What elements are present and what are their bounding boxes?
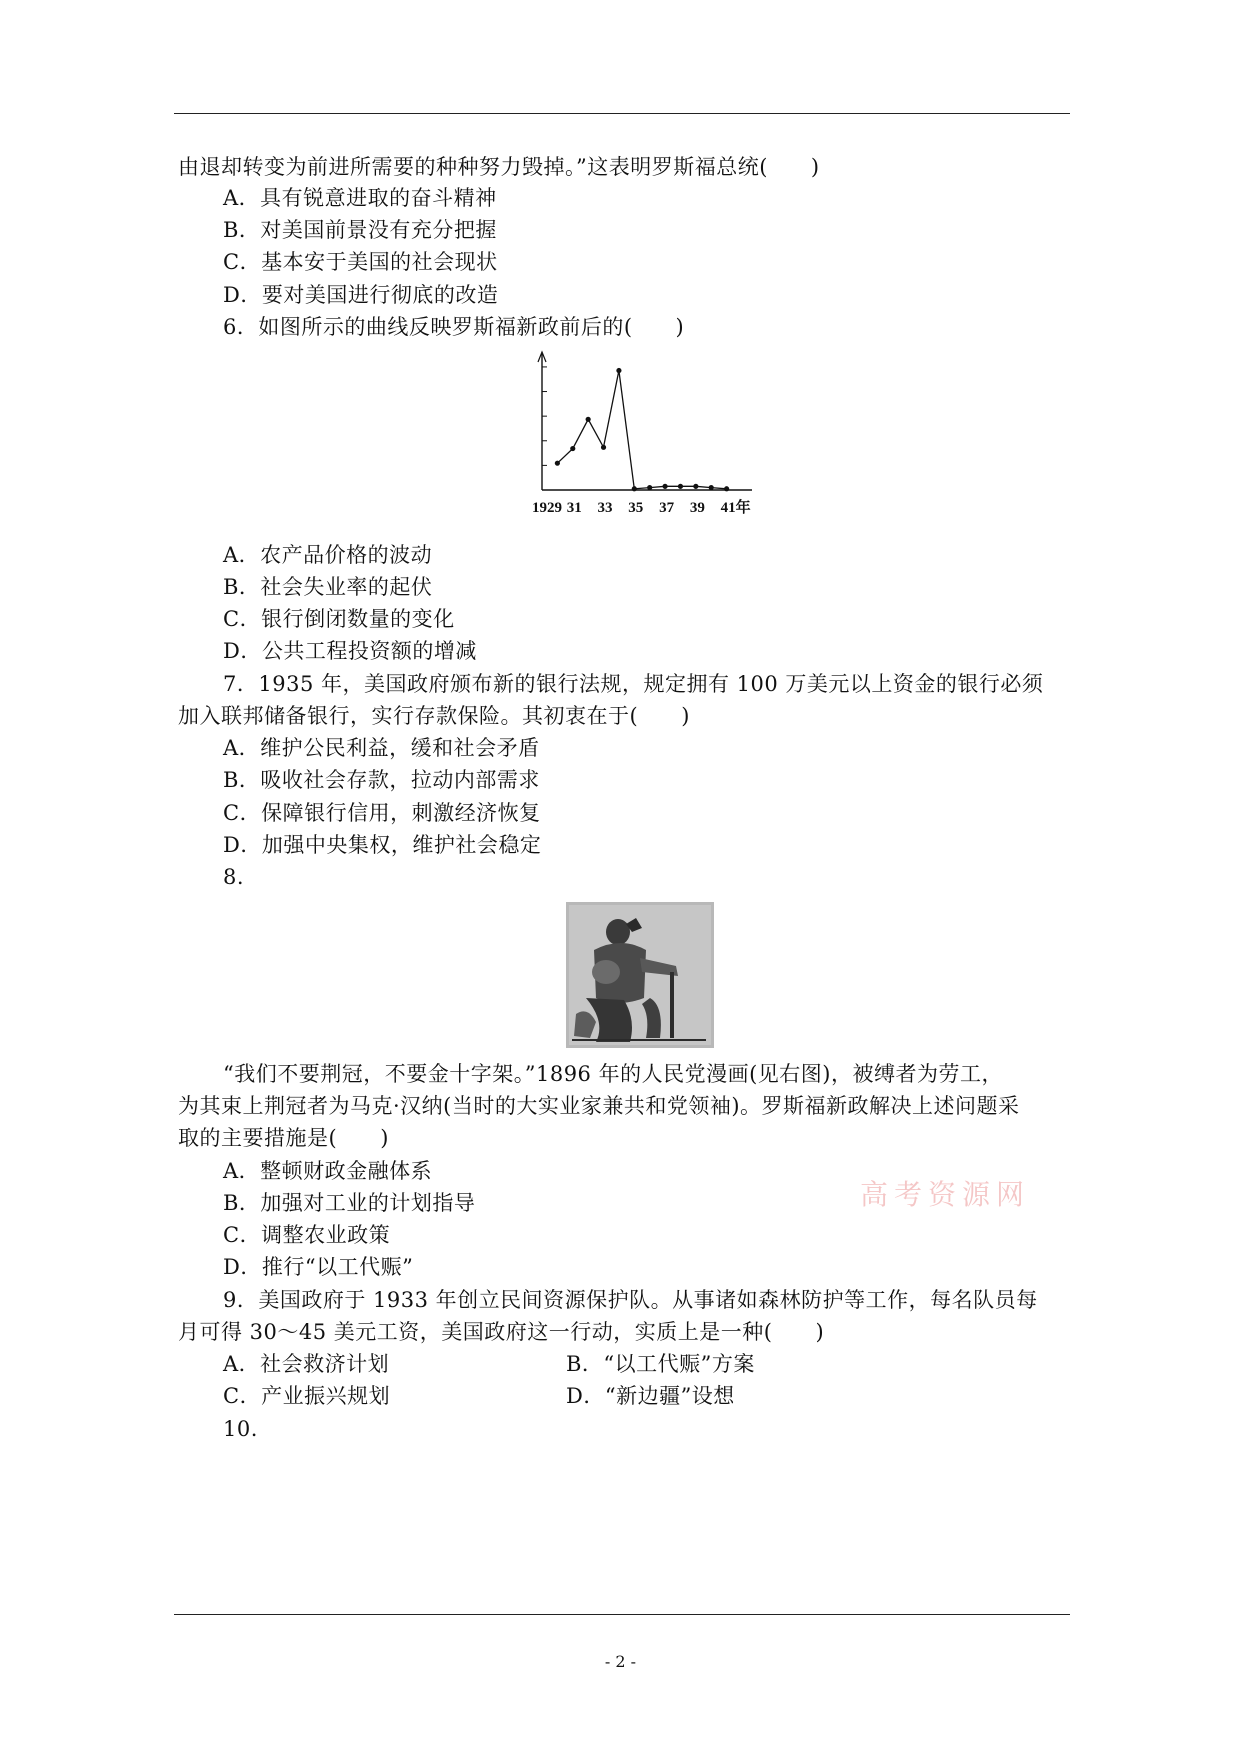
- question-8-text: “我们不要荆冠，不要金十字架。”1896 年的人民党漫画(见右图)，被缚者为劳工，: [223, 1062, 1003, 1086]
- data-point: [709, 485, 714, 490]
- data-point: [616, 368, 621, 373]
- data-point: [724, 486, 729, 491]
- option-b: B．社会失业率的起伏: [223, 575, 433, 599]
- data-point: [586, 417, 591, 422]
- option-a: A．社会救济计划: [223, 1352, 390, 1376]
- x-tick-label: 33: [597, 500, 613, 516]
- question-7: 7．1935 年，美国政府颁布新的银行法规，规定拥有 100 万美元以上资金的银行必须: [223, 672, 1044, 696]
- header-rule: [174, 113, 1070, 114]
- option-a: A．具有锐意进取的奋斗精神: [223, 186, 497, 210]
- text-line: 取的主要措施是( ): [178, 1126, 389, 1150]
- text-line: 为其束上荆冠者为马克·汉纳(当时的大实业家兼共和党领袖)。罗斯福新政解决上述问题采: [178, 1094, 1020, 1118]
- option-d: D．加强中央集权，维护社会稳定: [223, 833, 542, 857]
- option-c: C．基本安于美国的社会现状: [223, 250, 498, 274]
- series-line: [557, 371, 726, 489]
- option-b: B．对美国前景没有充分把握: [223, 218, 497, 242]
- option-c: C．保障银行信用，刺激经济恢复: [223, 801, 541, 825]
- watermark-stamp: 高考资源网: [860, 1178, 1031, 1211]
- data-point: [678, 484, 683, 489]
- text-line: 加入联邦储备银行，实行存款保险。其初衷在于( ): [178, 704, 690, 728]
- data-point: [647, 485, 652, 490]
- x-tick-label: 31: [566, 500, 582, 516]
- option-d: D．要对美国进行彻底的改造: [223, 283, 499, 307]
- question-10: 10.: [223, 1417, 258, 1441]
- option-a: A．维护公民利益，缓和社会矛盾: [223, 736, 540, 760]
- x-tick-label: 35: [628, 500, 644, 516]
- option-a: A．整顿财政金融体系: [223, 1159, 433, 1183]
- text-line: 由退却转变为前进所需要的种种努力毁掉。”这表明罗斯福总统( ): [178, 155, 820, 179]
- option-b: B．吸收社会存款，拉动内部需求: [223, 768, 540, 792]
- question-8: 8.: [223, 865, 245, 889]
- data-point: [570, 446, 575, 451]
- data-point: [632, 486, 637, 491]
- page-number: - 2 -: [604, 1652, 637, 1671]
- text-line: 月可得 30～45 美元工资，美国政府这一行动，实质上是一种( ): [178, 1320, 825, 1344]
- question-6: 6．如图所示的曲线反映罗斯福新政前后的( ): [223, 315, 685, 339]
- question-9: 9．美国政府于 1933 年创立民间资源保护队。从事诸如森林防护等工作，每名队员每: [223, 1288, 1038, 1312]
- option-a: A．农产品价格的波动: [223, 543, 433, 567]
- cartoon-image: [566, 902, 714, 1048]
- line-chart: [520, 350, 760, 520]
- option-d: D．推行“以工代赈”: [223, 1255, 414, 1279]
- data-point: [601, 445, 606, 450]
- option-d: D．“新边疆”设想: [566, 1384, 735, 1408]
- option-c: C．产业振兴规划: [223, 1384, 391, 1408]
- data-point: [693, 484, 698, 489]
- option-b: B．加强对工业的计划指导: [223, 1191, 476, 1215]
- option-d: D．公共工程投资额的增减: [223, 639, 477, 663]
- option-b: B．“以工代赈”方案: [566, 1352, 755, 1376]
- x-tick-label: 1929: [532, 500, 562, 516]
- x-tick-label: 41年: [720, 500, 751, 516]
- data-point: [662, 484, 667, 489]
- option-c: C．银行倒闭数量的变化: [223, 607, 455, 631]
- footer-rule: [174, 1614, 1070, 1615]
- data-point: [555, 461, 560, 466]
- x-tick-label: 39: [689, 500, 705, 516]
- x-tick-label: 37: [659, 500, 675, 516]
- option-c: C．调整农业政策: [223, 1223, 391, 1247]
